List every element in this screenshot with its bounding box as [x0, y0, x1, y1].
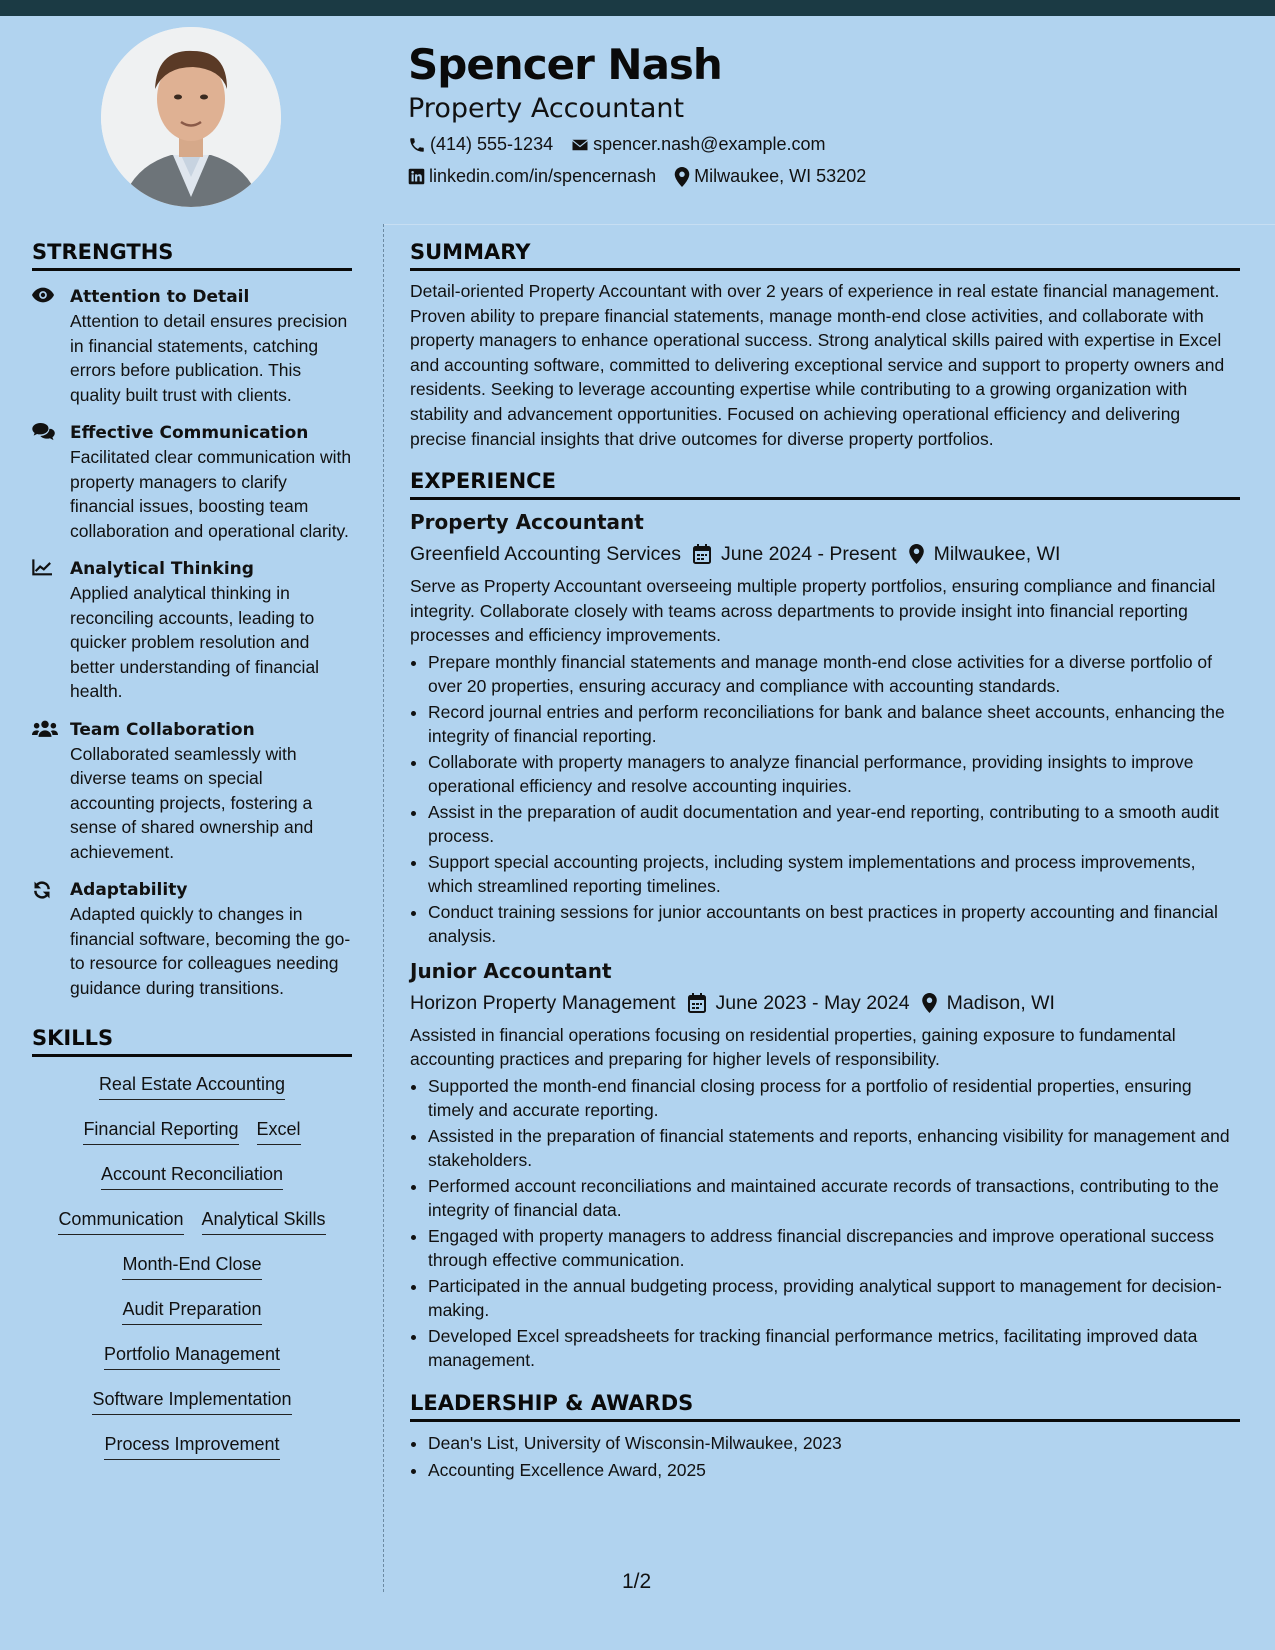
email-contact	[571, 134, 825, 155]
list-item: • Participated in the annual budgeting process, providing analytical support to management for decision-making.	[428, 1274, 1240, 1323]
skill-tag: Financial Reporting	[83, 1116, 238, 1145]
strength-desc: Collaborated seamlessly with diverse teams on special accounting projects, fostering a sense of shared ownership and achievement.	[70, 743, 314, 862]
strength-item	[32, 421, 352, 543]
strength-item	[32, 718, 352, 865]
users-icon	[32, 720, 58, 737]
job-dates: June 2024 - Present	[720, 543, 897, 566]
strengths-heading: STRENGTHS	[32, 240, 352, 271]
job-entry	[410, 957, 1240, 1373]
list-item: • Record journal entries and perform reconciliations for bank and balance sheet accounts, enhancing the integrity of financial reporting.	[428, 700, 1240, 749]
summary-heading: SUMMARY	[410, 240, 1240, 271]
location-text: Milwaukee, WI 53202	[694, 166, 867, 186]
strength-title: Team Collaboration	[70, 719, 255, 740]
job-meta	[410, 540, 1240, 568]
linkedin-icon	[408, 168, 425, 185]
skill-tag: Communication	[58, 1206, 183, 1235]
calendar-icon	[693, 544, 711, 564]
list-item: • Accounting Excellence Award, 2025	[428, 1457, 1240, 1484]
left-column	[32, 240, 352, 1476]
skills-list	[32, 1071, 352, 1476]
profile-photo	[101, 27, 281, 207]
strength-item	[32, 557, 352, 704]
column-divider	[383, 224, 384, 1592]
job-meta	[410, 989, 1240, 1017]
skill-tag: Analytical Skills	[202, 1206, 326, 1235]
skill-tag: Excel	[257, 1116, 301, 1145]
skill-tag: Portfolio Management	[104, 1341, 280, 1370]
strength-desc: Facilitated clear communication with property managers to clarify financial issues, boosting team collaboration and operational clarity.	[70, 447, 352, 541]
job-dates-wrap	[688, 989, 910, 1017]
job-location-wrap	[909, 540, 1061, 568]
job-entry	[410, 508, 1240, 949]
candidate-role: Property Accountant	[408, 93, 685, 124]
refresh-icon	[32, 880, 52, 900]
skill-tag: Process Improvement	[104, 1431, 279, 1460]
strength-item	[32, 285, 352, 407]
skill-tag: Account Reconciliation	[101, 1161, 283, 1190]
linkedin-text[interactable]: linkedin.com/in/spencernash	[429, 166, 657, 186]
job-company: Horizon Property Management	[410, 991, 676, 1014]
strength-desc: Applied analytical thinking in reconciling accounts, leading to quicker problem resolution and better understanding of financial health.	[70, 583, 320, 701]
line-chart-icon	[32, 559, 52, 576]
comments-icon	[32, 423, 56, 441]
eye-icon	[32, 287, 54, 303]
job-dates-wrap	[693, 540, 897, 568]
list-item: • Engaged with property managers to address financial discrepancies and improve operational success through effective communication.	[428, 1224, 1240, 1273]
job-description: Assisted in financial operations focusing on residential properties, gaining exposure to fundamental accounting practices and preparing for higher levels of responsibility.	[410, 1024, 1176, 1070]
skill-tag: Real Estate Accounting	[99, 1071, 285, 1100]
job-bullets	[410, 1074, 1240, 1373]
awards-list	[410, 1430, 1240, 1484]
contact-row-1	[408, 134, 844, 155]
skill-tag: Month-End Close	[122, 1251, 261, 1280]
job-title: Junior Accountant	[410, 958, 612, 983]
page-number: 1/2	[622, 1570, 652, 1593]
linkedin-contact	[408, 166, 656, 187]
skills-heading: SKILLS	[32, 1026, 352, 1057]
top-bar	[0, 0, 1275, 16]
experience-heading: EXPERIENCE	[410, 469, 1240, 500]
phone-text[interactable]: (414) 555-1234	[430, 134, 554, 154]
strength-desc: Attention to detail ensures precision in financial statements, catching errors before publication. This quality built trust with clients.	[70, 311, 348, 405]
summary-text: Detail-oriented Property Accountant with over 2 years of experience in real estate financial management. Proven ability to prepare financial statements, manage month-end close activities, and collaborate with property managers to enhance operational success. Strong analytical skills paired with expertise in Excel and accounting software, committed to delivering exceptional service and support to property owners and residents. Seeking to leverage accounting expertise while contributing to a growing organization with stability and advancement opportunities. Focused on achieving operational efficiency and delivering precise financial insights that drive outcomes for diverse property portfolios.	[410, 281, 1225, 449]
list-item: • Dean's List, University of Wisconsin-Milwaukee, 2023	[428, 1430, 1240, 1457]
job-bullets	[410, 650, 1240, 949]
awards-heading: LEADERSHIP & AWARDS	[410, 1391, 1240, 1422]
list-item: • Support special accounting projects, including system implementations and process improvements, which streamlined reporting timelines.	[428, 850, 1240, 899]
map-pin-icon	[922, 993, 937, 1013]
strength-item	[32, 878, 352, 1000]
job-location-wrap	[922, 989, 1055, 1017]
map-pin-icon	[909, 544, 924, 564]
email-text[interactable]: spencer.nash@example.com	[593, 134, 826, 154]
skill-tag: Software Implementation	[92, 1386, 291, 1415]
list-item: • Assist in the preparation of audit documentation and year-end reporting, contributing to a smooth audit process.	[428, 800, 1240, 849]
envelope-icon	[571, 136, 589, 154]
list-item: • Collaborate with property managers to analyze financial performance, providing insights to improve operational efficiency and resolve accounting inquiries.	[428, 750, 1240, 799]
list-item: • Supported the month-end financial closing process for a portfolio of residential properties, ensuring timely and accurate reporting.	[428, 1074, 1240, 1123]
list-item: • Developed Excel spreadsheets for tracking financial performance metrics, facilitating improved data management.	[428, 1324, 1240, 1373]
strength-title: Attention to Detail	[70, 287, 250, 307]
strength-desc: Adapted quickly to changes in financial software, becoming the go-to resource for colleagues needing guidance during transitions.	[70, 904, 351, 998]
header-divider	[384, 224, 1275, 225]
job-dates: June 2023 - May 2024	[715, 991, 910, 1014]
right-column	[410, 240, 1240, 1484]
strength-title: Adaptability	[70, 880, 188, 900]
skill-tag: Audit Preparation	[122, 1296, 261, 1325]
list-item: • Assisted in the preparation of financial statements and reports, enhancing visibility for management and stakeholders.	[428, 1124, 1240, 1173]
strength-title: Effective Communication	[70, 423, 309, 443]
list-item: • Performed account reconciliations and maintained accurate records of transactions, contributing to the integrity of financial data.	[428, 1174, 1240, 1223]
strength-title: Analytical Thinking	[70, 559, 254, 579]
contact-row-2	[408, 166, 884, 187]
job-title: Property Accountant	[410, 510, 644, 535]
list-item: • Prepare monthly financial statements and manage month-end close activities for a diverse portfolio of over 20 properties, ensuring accuracy and compliance with accounting standards.	[428, 650, 1240, 699]
list-item: • Conduct training sessions for junior accountants on best practices in property accounting and financial analysis.	[428, 900, 1240, 949]
phone-contact	[408, 134, 553, 155]
job-location: Madison, WI	[946, 991, 1055, 1014]
phone-icon	[408, 136, 426, 154]
candidate-name: Spencer Nash	[408, 40, 722, 89]
calendar-icon	[688, 993, 706, 1013]
job-description: Serve as Property Accountant overseeing multiple property portfolios, ensuring compliance and financial integrity. Collaborate closely with teams across departments to provide insight into financial reporting processes and efficiency improvements.	[410, 576, 1216, 646]
map-pin-icon	[674, 167, 690, 187]
job-company: Greenfield Accounting Services	[410, 543, 681, 566]
job-location: Milwaukee, WI	[933, 543, 1061, 566]
location-contact	[674, 166, 866, 187]
